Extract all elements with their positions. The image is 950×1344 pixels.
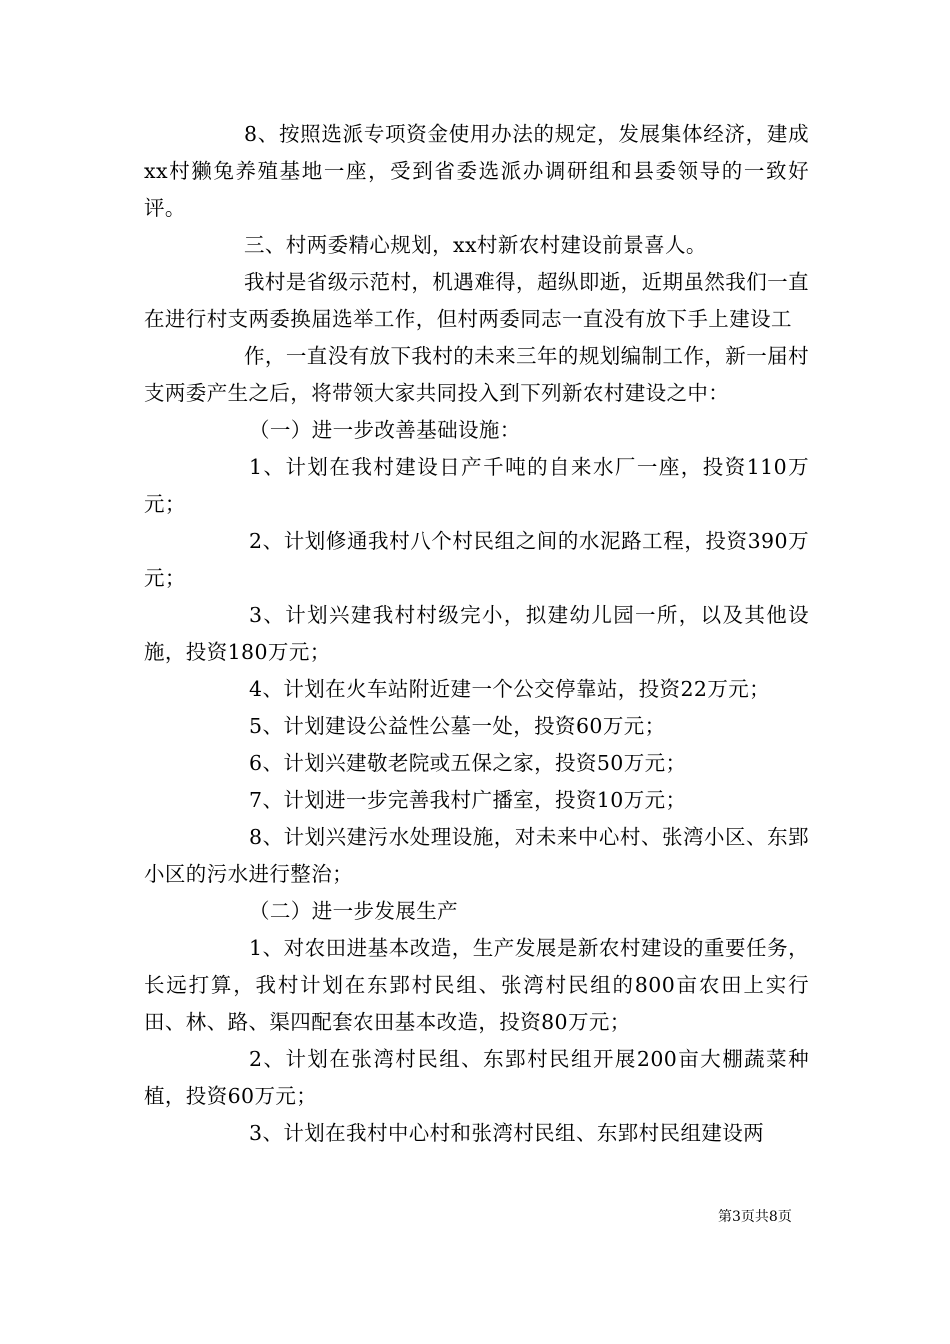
list-item-cement-road: 2、计划修通我村八个村民组之间的水泥路工程，投资390万元； [144,529,809,590]
list-item-construction: 3、计划在我村中心村和张湾村民组、东郢村民组建设两 [249,1121,765,1145]
subheading-infrastructure: （一）进一步改善基础设施： [249,418,521,442]
paragraph-item-8-collective-economy: 8、按照选派专项资金使用办法的规定，发展集体经济，建成xx村獭兔养殖基地一座，受到省委选派办调研组和县委领导的一致好评。 [144,122,809,220]
page-number-footer: 第3页共8页 [718,1209,792,1225]
list-item-water-plant: 1、计划在我村建设日产千吨的自来水厂一座，投资110万元； [144,455,809,516]
section-heading-three: 三、村两委精心规划，xx村新农村建设前景喜人。 [244,233,707,257]
subheading-production: （二）进一步发展生产 [249,899,458,923]
list-item-greenhouse-vegetables: 2、计划在张湾村民组、东郢村民组开展200亩大棚蔬菜种植，投资60万元； [144,1047,809,1108]
paragraph-demonstration-village: 我村是省级示范村，机遇难得，超纵即逝，近期虽然我们一直在进行村支两委换届选举工作，但村两委同志一直没有放下手上建设工 [144,270,809,331]
list-item-sewage-treatment: 8、计划兴建污水处理设施，对未来中心村、张湾小区、东郢小区的污水进行整治； [144,825,809,886]
document-body [144,116,809,1152]
list-item-cemetery: 5、计划建设公益性公墓一处，投资60万元； [249,714,666,738]
paragraph-planning-work: 作，一直没有放下我村的未来三年的规划编制工作，新一届村支两委产生之后，将带领大家共同投入到下列新农村建设之中： [144,344,809,405]
list-item-bus-stop: 4、计划在火车站附近建一个公交停靠站，投资22万元； [249,677,771,701]
list-item-broadcast-room: 7、计划进一步完善我村广播室，投资10万元； [249,788,687,812]
list-item-nursing-home: 6、计划兴建敬老院或五保之家，投资50万元； [249,751,687,775]
list-item-primary-school: 3、计划兴建我村村级完小，拟建幼儿园一所，以及其他设施，投资180万元； [144,603,809,664]
list-item-farmland-renovation: 1、对农田进基本改造，生产发展是新农村建设的重要任务，长远打算，我村计划在东郢村民组、张湾村民组的800亩农田上实行田、林、路、渠四配套农田基本改造，投资80万元； [144,936,809,1034]
